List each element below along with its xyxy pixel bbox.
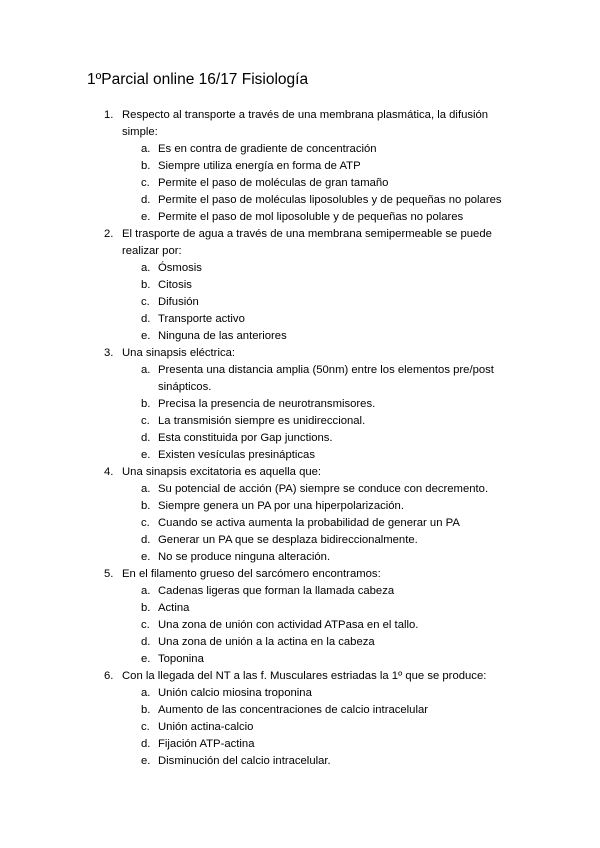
option-a (0, 685, 520, 702)
option-letter: b. (141, 398, 151, 410)
option-letter: b. (141, 160, 151, 172)
question-6 (0, 668, 600, 770)
option-list (122, 685, 520, 770)
option-b (0, 158, 520, 175)
option-e (0, 447, 520, 464)
option-text: No se produce ninguna alteración. (158, 551, 331, 563)
option-text: Generar un PA que se desplaza bidireccionalmente. (158, 534, 418, 546)
question-text: Una sinapsis excitatoria es aquella que: (122, 466, 322, 478)
option-text: Presenta una distancia amplia (50nm) entre los elementos pre/post sinápticos. (158, 364, 494, 393)
question-2 (0, 226, 600, 345)
option-b (0, 396, 520, 413)
option-letter: e. (141, 449, 151, 461)
option-d (0, 532, 520, 549)
option-list (122, 260, 520, 345)
option-text: Unión calcio miosina troponina (158, 687, 312, 699)
option-e (0, 753, 520, 770)
option-text: Toponina (158, 653, 204, 665)
option-e (0, 549, 520, 566)
option-text: Ósmosis (158, 262, 202, 274)
option-text: Transporte activo (158, 313, 245, 325)
option-c (0, 617, 520, 634)
option-a (0, 260, 520, 277)
option-d (0, 736, 520, 753)
option-c (0, 413, 520, 430)
option-list (122, 481, 520, 566)
option-letter: d. (141, 194, 151, 206)
option-text: Precisa la presencia de neurotransmisores. (158, 398, 376, 410)
option-c (0, 719, 520, 736)
option-letter: d. (141, 534, 151, 546)
option-c (0, 175, 520, 192)
option-letter: a. (141, 364, 151, 376)
option-b (0, 600, 520, 617)
question-text: En el filamento grueso del sarcómero encontramos: (122, 568, 381, 580)
question-4 (0, 464, 600, 566)
option-text: Disminución del calcio intracelular. (158, 755, 331, 767)
option-e (0, 328, 520, 345)
option-letter: c. (141, 415, 150, 427)
question-text: El trasporte de agua a través de una membrana semipermeable se puede realizar por: (122, 228, 492, 257)
option-letter: c. (141, 721, 150, 733)
option-b (0, 702, 520, 719)
option-letter: c. (141, 177, 150, 189)
option-letter: b. (141, 704, 151, 716)
option-text: La transmisión siempre es unidireccional. (158, 415, 366, 427)
option-list (122, 141, 520, 226)
option-text: Cadenas ligeras que forman la llamada cabeza (158, 585, 395, 597)
question-text: Respecto al transporte a través de una membrana plasmática, la difusión simple: (122, 109, 489, 138)
question-list (0, 107, 600, 770)
option-letter: a. (141, 483, 151, 495)
option-d (0, 430, 520, 447)
question-number: 3. (104, 347, 114, 359)
option-letter: d. (141, 636, 151, 648)
question-number: 6. (104, 670, 114, 682)
option-letter: d. (141, 738, 151, 750)
document-title: 1ºParcial online 16/17 Fisiología (87, 71, 309, 88)
option-letter: c. (141, 517, 150, 529)
option-text: Cuando se activa aumenta la probabilidad de generar un PA (158, 517, 460, 529)
question-number: 4. (104, 466, 114, 478)
option-text: Aumento de las concentraciones de calcio intracelular (158, 704, 429, 716)
option-text: Permite el paso de moléculas de gran tamaño (158, 177, 389, 189)
option-text: Es en contra de gradiente de concentración (158, 143, 377, 155)
option-text: Ninguna de las anteriores (158, 330, 287, 342)
option-letter: e. (141, 653, 151, 665)
option-e (0, 651, 520, 668)
option-letter: e. (141, 330, 151, 342)
option-letter: c. (141, 619, 150, 631)
question-1 (0, 107, 600, 226)
question-5 (0, 566, 600, 668)
option-letter: b. (141, 602, 151, 614)
question-text: Con la llegada del NT a las f. Musculares estriadas la 1º que se produce: (122, 670, 487, 682)
option-letter: b. (141, 279, 151, 291)
option-text: Siempre utiliza energía en forma de ATP (158, 160, 361, 172)
option-text: Siempre genera un PA por una hiperpolarización. (158, 500, 404, 512)
option-letter: a. (141, 687, 151, 699)
option-text: Actina (158, 602, 190, 614)
option-a (0, 141, 520, 158)
option-letter: c. (141, 296, 150, 308)
option-list (122, 583, 520, 668)
question-3 (0, 345, 600, 464)
option-text: Difusión (158, 296, 199, 308)
question-number: 5. (104, 568, 114, 580)
option-text: Su potencial de acción (PA) siempre se conduce con decremento. (158, 483, 489, 495)
option-letter: d. (141, 313, 151, 325)
option-c (0, 294, 520, 311)
option-d (0, 192, 520, 209)
option-text: Citosis (158, 279, 192, 291)
option-a (0, 362, 520, 396)
option-text: Permite el paso de moléculas liposolubles y de pequeñas no polares (158, 194, 502, 206)
option-d (0, 311, 520, 328)
option-text: Fijación ATP-actina (158, 738, 255, 750)
option-a (0, 583, 520, 600)
option-letter: a. (141, 585, 151, 597)
option-text: Unión actina-calcio (158, 721, 254, 733)
option-a (0, 481, 520, 498)
option-text: Esta constituida por Gap junctions. (158, 432, 333, 444)
option-b (0, 277, 520, 294)
option-e (0, 209, 520, 226)
option-letter: d. (141, 432, 151, 444)
option-text: Una zona de unión con actividad ATPasa en el tallo. (158, 619, 419, 631)
option-b (0, 498, 520, 515)
question-number: 2. (104, 228, 114, 240)
option-text: Existen vesículas presinápticas (158, 449, 315, 461)
option-text: Permite el paso de mol liposoluble y de pequeñas no polares (158, 211, 464, 223)
option-c (0, 515, 520, 532)
option-letter: b. (141, 500, 151, 512)
option-letter: a. (141, 143, 151, 155)
option-text: Una zona de unión a la actina en la cabeza (158, 636, 375, 648)
option-letter: e. (141, 211, 151, 223)
option-letter: e. (141, 755, 151, 767)
question-text: Una sinapsis eléctrica: (122, 347, 236, 359)
option-d (0, 634, 520, 651)
option-list (122, 362, 520, 464)
option-letter: a. (141, 262, 151, 274)
question-number: 1. (104, 109, 114, 121)
option-letter: e. (141, 551, 151, 563)
